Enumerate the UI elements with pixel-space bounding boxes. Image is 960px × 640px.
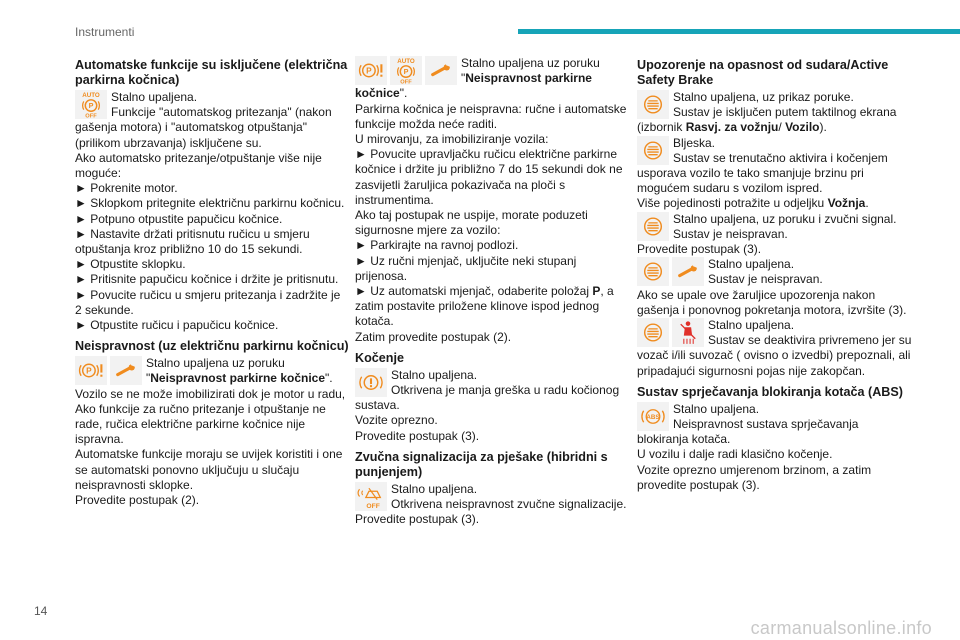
text-line: Otkrivena je manja greška u radu kočionog sustava. [355, 383, 620, 413]
section-title: Upozorenje na opasnost od sudara/Active Safety Brake [637, 58, 889, 87]
text-line: Bljeska. [673, 135, 716, 150]
watermark: carmanualsonline.info [750, 618, 932, 638]
bullet-item: ► Sklopkom pritegnite električnu parkirnu kočnicu. [75, 196, 345, 211]
text-line: Provedite postupak (3). [355, 512, 480, 527]
text-line: U vozilu i dalje radi klasično kočenje. [637, 447, 833, 462]
section-title: Sustav sprječavanja blokiranja kotača (ABS) [637, 384, 903, 399]
page-number: 14 [34, 604, 48, 618]
text-line: Stalno upaljena uz poruku [461, 56, 600, 70]
section-pedestrian-sound [355, 450, 630, 528]
section-title: Kočenje [355, 350, 404, 365]
text-line: U mirovanju, za imobiliziranje vozila: [355, 132, 549, 147]
pedestrian-sound-off-icon [355, 482, 387, 511]
bullet-item: ► Otpustite sklopku. [75, 257, 186, 272]
text-line: Stalno upaljena, uz poruku i zvučni signal. [673, 211, 897, 226]
collision-alert-icon [637, 136, 669, 165]
bullet-item: ► Otpustite ručicu i papučicu kočnice. [75, 318, 279, 333]
indicator-group [355, 368, 387, 397]
parking-brake-fault-icon [75, 356, 107, 385]
text-line: Provedite postupak (3). [355, 428, 480, 443]
text-line: Vozite oprezno. [355, 413, 438, 428]
text-line: Parkirna kočnica je neispravna: ručne i automatske funkcije možda neće raditi. [355, 101, 627, 131]
text-line: Sustav je neispravan. [708, 272, 823, 287]
text-line: Stalno upaljena. [391, 481, 478, 496]
text-line: Stalno upaljena. [708, 257, 795, 272]
text-line: Ako automatsko pritezanje/otpuštanje više nije moguće: [75, 150, 322, 181]
bullet-item: ► Uz ručni mjenjač, uključite neki stupanj prijenosa. [355, 253, 577, 283]
text-line: Funkcije "automatskog pritezanja" (nakon gašenja motora) i "automatskog otpuštanja" (prilikom ubrzavanja) isključene su. [75, 105, 332, 150]
section-braking [355, 351, 630, 444]
text-line: "Neispravnost parkirne kočnice". [146, 371, 333, 386]
wrench-icon [672, 257, 704, 286]
section-title: Neispravnost (uz električnu parkirnu kočnicu) [75, 339, 349, 354]
collision-alert-icon [637, 90, 669, 119]
message-text: Neispravnost parkirne kočnice [150, 371, 326, 386]
text-line: Otkrivena neispravnost zvučne signalizacije. [391, 497, 627, 512]
text-line: Provedite postupak (3). [637, 242, 762, 257]
wrench-icon [425, 56, 457, 85]
indicator-group [637, 212, 669, 241]
text-line: Ako funkcije za ručno pritezanje i otpuštanje ne rade, ručica električne parkirne kočnice nije ispravna. [75, 401, 326, 447]
indicator-group [637, 318, 704, 347]
indicator-group [75, 356, 142, 385]
indicator-group [355, 56, 457, 85]
text-line: Sustav se deaktivira privremeno jer su vozač i/ili suvozač ( ovisno o izvedbi) prepoznali, ali pripadajući sigurnosni pojas nije zakopčan. [637, 333, 912, 378]
text-line: Ako se upale ove žaruljice upozorenja nakon gašenja i ponovnog pokretanja motora, izvršite (3). [637, 287, 907, 317]
text-line: Vozilo se ne može imobilizirati dok je motor u radu, [75, 386, 346, 401]
indicator-group [75, 90, 107, 119]
text-line: Automatske funkcije moraju se uvijek koristiti i one se automatski ponovno uključuju u slučaju neispravnosti sklopke. [75, 447, 343, 492]
column-left [75, 58, 350, 512]
collision-alert-icon [637, 257, 669, 286]
auto-parking-icon [75, 90, 107, 119]
section-abs [637, 385, 912, 493]
bullet-item: ► Povucite ručicu u smjeru pritezanja i zadržite je 2 sekunde. [75, 287, 341, 317]
message-text: Neispravnost parkirne kočnice [355, 71, 592, 101]
airbag-off-icon [672, 318, 704, 347]
text-line: Ako taj postupak ne uspije, morate poduzeti sigurnosne mjere za vozilo: [355, 208, 588, 238]
bullet-item: ► Pritisnite papučicu kočnice i držite je pritisnutu. [75, 272, 339, 287]
text-line: Više pojedinosti potražite u odjeljku Vožnja. [637, 196, 869, 211]
section-parking-brake-fault [75, 339, 350, 508]
text-line: Provedite postupak (2). [75, 493, 200, 508]
bullet-item: ► Nastavite držati pritisnutu ručicu u smjeru otpuštanja kroz približno 10 do 15 sekundi. [75, 226, 310, 257]
text-line: Zatim provedite postupak (2). [355, 329, 512, 344]
section-title: Zvučna signalizacija za pješake (hibridni s punjenjem) [355, 449, 608, 479]
text-line: Neispravnost sustava sprječavanja blokiranja kotača. [637, 417, 859, 447]
abs-icon [637, 402, 669, 431]
header-accent-bar [518, 29, 960, 34]
bullet-item: ► Povucite upravljačku ručicu električne parkirne kočnice i držite ju približno 7 do 15 sekundi dok ne zasvijetli žaruljica pokazivača na ploči s instrumentima. [355, 147, 623, 207]
collision-alert-icon [637, 318, 669, 347]
text-line: Stalno upaljena. [391, 367, 478, 382]
column-right [637, 58, 912, 497]
indicator-group [637, 90, 669, 119]
text-line: Stalno upaljena. [708, 318, 795, 333]
bullet-item: ► Uz automatski mjenjač, odaberite položaj P, a zatim postavite priložene klinove ispod jednog kotača. [355, 284, 614, 329]
indicator-group [637, 402, 669, 431]
column-middle [355, 58, 630, 531]
text-line: Vozite oprezno umjerenom brzinom, a zatim provedite postupak (3). [637, 462, 872, 492]
text-line: Stalno upaljena. [111, 90, 198, 104]
parking-brake-fault-icon [355, 56, 387, 85]
bullet-item: ► Pokrenite motor. [75, 181, 178, 196]
indicator-group [355, 482, 387, 511]
auto-parking-icon [390, 56, 422, 85]
bullet-item: ► Potpuno otpustite papučicu kočnice. [75, 211, 283, 226]
brake-warning-icon [355, 368, 387, 397]
text-line: Sustav je neispravan. [673, 226, 788, 241]
header-title: Instrumenti [75, 25, 135, 39]
text-line: Sustav se trenutačno aktivira i kočenjem usporava vozilo te tako smanjuje brzinu pri mogućem sudaru s vozilom ispred. [637, 150, 888, 196]
section-collision-alert [637, 58, 912, 379]
section-parking-brake-faulty [355, 56, 630, 345]
text-line: "Neispravnost parkirne kočnice". [355, 71, 592, 101]
text-line: Stalno upaljena uz poruku [146, 356, 285, 371]
text-line: Stalno upaljena, uz prikaz poruke. [673, 90, 854, 104]
section-title: Automatske funkcije su isključene (električna parkirna kočnica) [75, 58, 348, 87]
wrench-icon [110, 356, 142, 385]
text-line: Sustav je isključen putem taktilnog ekrana (izbornik Rasvj. za vožnju/ Vozilo). [637, 105, 897, 135]
indicator-group [637, 257, 704, 286]
indicator-group [637, 136, 669, 165]
text-line: Stalno upaljena. [673, 401, 760, 416]
section-auto-functions-off [75, 58, 350, 333]
bullet-item: ► Parkirajte na ravnoj podlozi. [355, 238, 519, 253]
collision-alert-icon [637, 212, 669, 241]
